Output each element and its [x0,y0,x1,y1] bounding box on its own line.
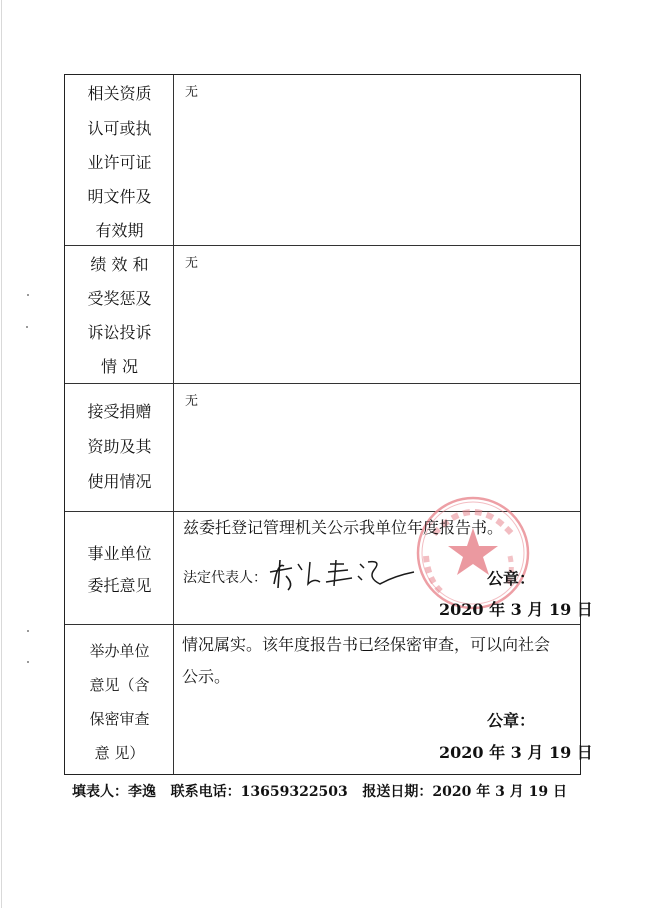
label-cell-qualifications [65,75,174,245]
sponsor-date: 2020 年 3 月 19 日 [439,743,593,762]
label-line: 保密审查 [89,710,150,728]
legal-representative-label: 法定代表人： [183,570,267,586]
performance-value: 无 [185,256,199,271]
contact-phone: 联系电话：13659322503 [170,784,348,800]
official-seal-stamp [414,494,532,612]
label-line: 意见（含 [89,676,150,694]
scan-speck [26,326,28,328]
label-line: 业许可证 [87,153,152,172]
label-cell-unit-authorization [65,512,174,624]
filler-info: 填表人：李逸 [72,784,156,800]
label-line: 情 况 [100,357,139,376]
label-cell-sponsor-opinion [65,625,174,774]
label-line: 诉讼投诉 [87,323,152,342]
sponsor-statement-line1: 情况属实。该年度报告书已经保密审查，可以向社会 [182,635,551,654]
label-line: 接受捐赠 [87,402,152,421]
label-cell-donations [65,384,174,511]
qualifications-value: 无 [185,85,199,100]
row-qualifications [65,75,580,245]
sponsor-seal-label: 公章： [487,711,536,730]
row-performance [65,245,580,383]
page-edge [1,0,2,908]
label-line: 资助及其 [87,437,152,456]
authorization-statement: 兹委托登记管理机关公示我单位年度报告书。 [183,518,504,537]
representative-signature [264,554,424,594]
scan-speck [27,294,29,296]
row-unit-authorization [65,511,593,624]
label-line: 相关资质 [87,84,152,103]
donations-value: 无 [185,394,199,409]
row-donations [65,383,580,511]
label-line: 委托意见 [87,576,152,595]
label-cell-performance [65,246,174,383]
scan-speck [27,661,29,663]
sponsor-statement-line2: 公示。 [182,667,231,686]
form-footer [72,783,567,801]
content-cell-donations [174,384,580,511]
content-cell-sponsor-opinion [174,625,593,774]
label-line: 绩 效 和 [90,255,149,274]
label-line: 意 见） [94,744,145,762]
label-line: 有效期 [95,221,144,240]
report-form-table [64,74,593,775]
content-cell-qualifications [174,75,580,245]
label-line: 明文件及 [87,187,152,206]
content-cell-performance [174,246,580,383]
row-sponsor-opinion [65,624,593,774]
label-line: 举办单位 [89,642,150,660]
label-line: 认可或执 [87,119,152,138]
scan-speck [27,630,29,632]
unit-seal-label: 公章： [487,569,536,588]
content-cell-unit-authorization [174,512,593,624]
label-line: 使用情况 [87,472,152,491]
label-line: 受奖惩及 [87,289,152,308]
unit-date: 2020 年 3 月 19 日 [439,600,593,619]
label-line: 事业单位 [87,544,152,563]
report-date: 报送日期：2020 年 3 月 19 日 [362,784,567,800]
